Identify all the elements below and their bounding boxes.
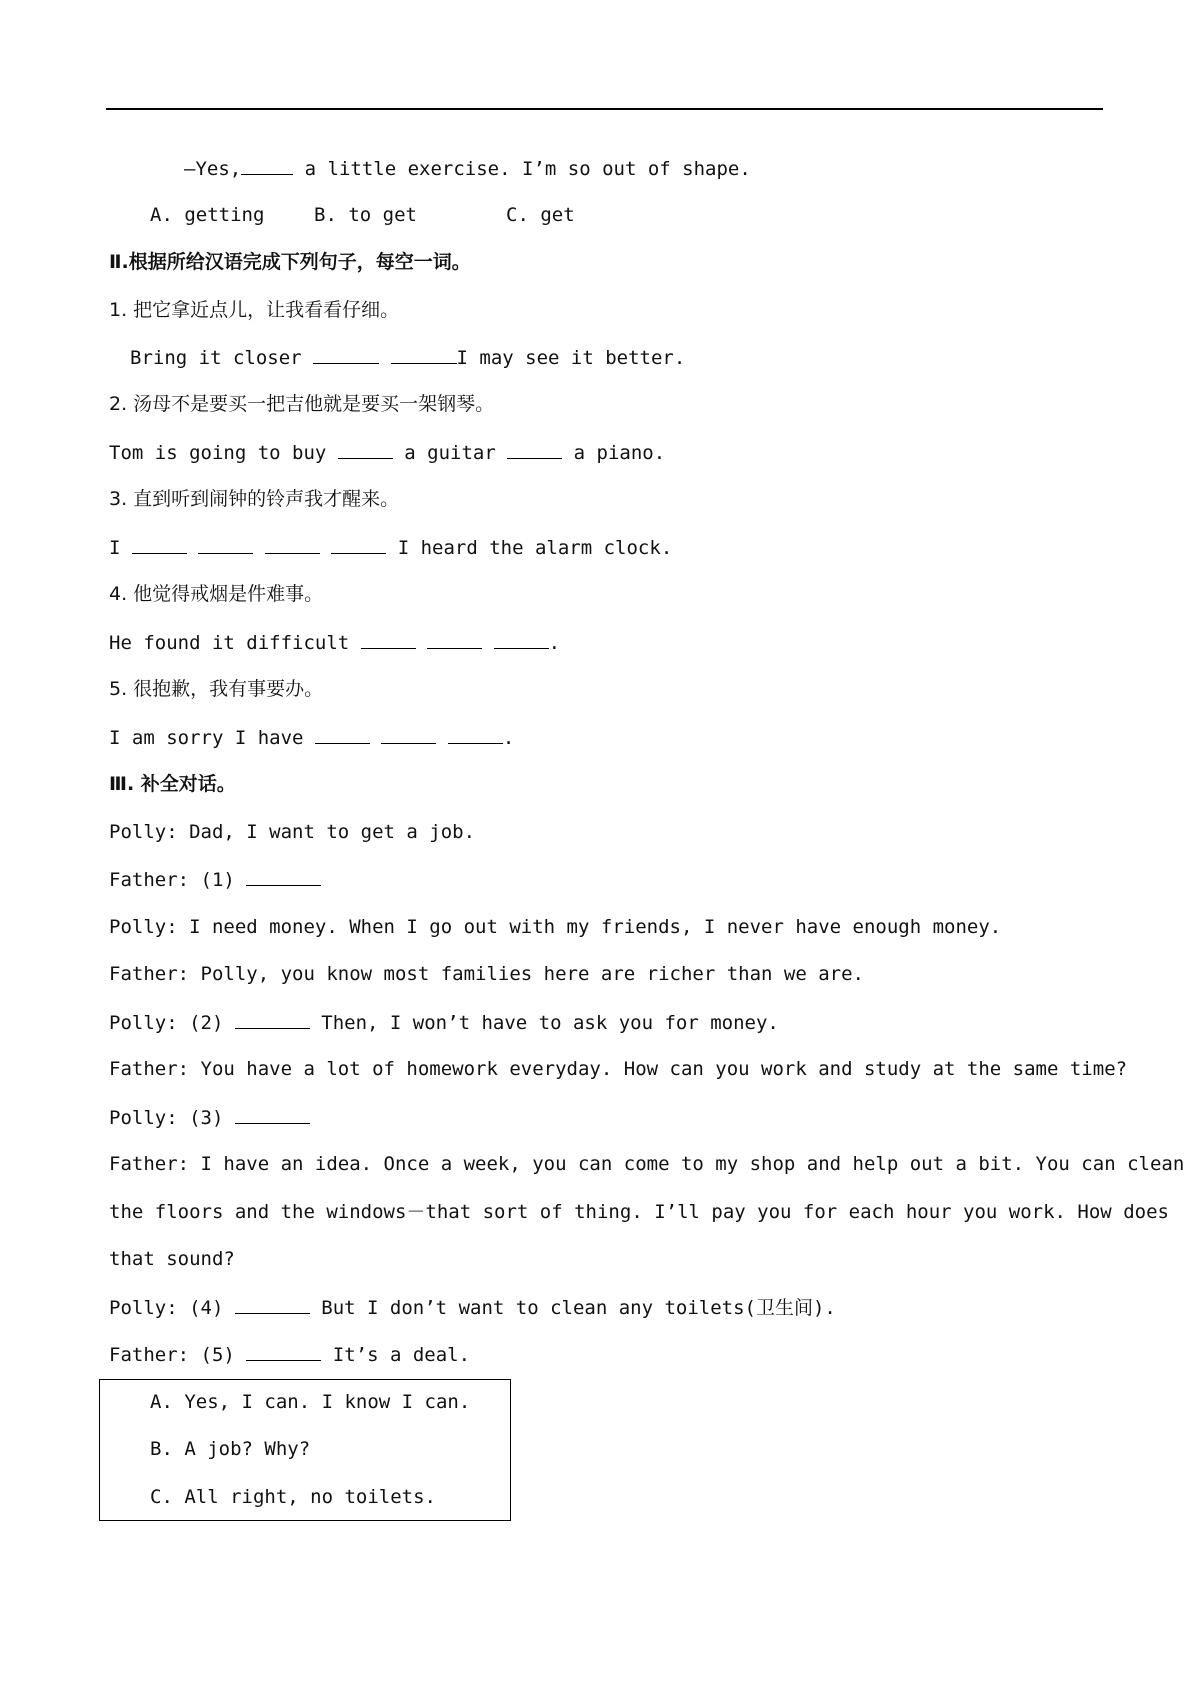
section-3-title: Ⅲ. 补全对话。: [109, 773, 236, 795]
dialogue-line-11: Polly: (4) But I don’t want to clean any toilets(卫生间).: [109, 1297, 836, 1319]
dialogue-line-12: Father: (5) It’s a deal.: [109, 1344, 471, 1366]
item-1-chinese: 1. 把它拿近点儿，让我看看仔细。: [109, 299, 400, 321]
option-a: A. Yes, I can. I know I can.: [150, 1391, 471, 1413]
item-2-chinese: 2. 汤母不是要买一把吉他就是要买一架钢琴。: [109, 393, 495, 415]
prev-option-a: A. getting: [150, 204, 265, 226]
header-rule: [106, 108, 1103, 110]
dialogue-line-2: Father: (1): [109, 867, 321, 892]
dialogue-line-6: Father: You have a lot of homework everyday. How can you work and study at the same time?: [109, 1058, 1128, 1080]
dialogue-line-10: that sound?: [109, 1248, 235, 1270]
dialogue-line-9: the floors and the windows－that sort of thing. I’ll pay you for each hour you work. How does: [109, 1201, 1169, 1223]
item-2-english: Tom is going to buy a guitar a piano.: [109, 442, 666, 464]
option-c: C. All right, no toilets.: [150, 1486, 436, 1508]
item-5-chinese: 5. 很抱歉，我有事要办。: [109, 678, 324, 700]
option-b: B. A job? Why?: [150, 1438, 311, 1460]
dialogue-line-3: Polly: I need money. When I go out with my friends, I never have enough money.: [109, 916, 1002, 938]
dialogue-line-4: Father: Polly, you know most families here are richer than we are.: [109, 963, 864, 985]
item-4-chinese: 4. 他觉得戒烟是件难事。: [109, 583, 324, 605]
prev-question-line: —Yes, a little exercise. I’m so out of shape.: [184, 158, 751, 180]
prev-option-c: C. get: [506, 204, 575, 226]
prev-option-b: B. to get: [314, 204, 417, 226]
dialogue-line-8: Father: I have an idea. Once a week, you can come to my shop and help out a bit. You can clean: [109, 1153, 1185, 1175]
dialogue-line-1: Polly: Dad, I want to get a job.: [109, 821, 476, 843]
item-1-english: Bring it closer I may see it better.: [130, 347, 686, 369]
section-2-title: Ⅱ.根据所给汉语完成下列句子，每空一词。: [109, 251, 471, 273]
item-4-english: He found it difficult .: [109, 632, 561, 654]
dialogue-line-7: Polly: (3): [109, 1105, 310, 1130]
item-3-chinese: 3. 直到听到闹钟的铃声我才醒来。: [109, 488, 400, 510]
item-5-english: I am sorry I have .: [109, 727, 515, 749]
dialogue-line-5: Polly: (2) Then, I won’t have to ask you for money.: [109, 1012, 779, 1034]
item-3-english: I I heard the alarm clock.: [109, 537, 673, 559]
